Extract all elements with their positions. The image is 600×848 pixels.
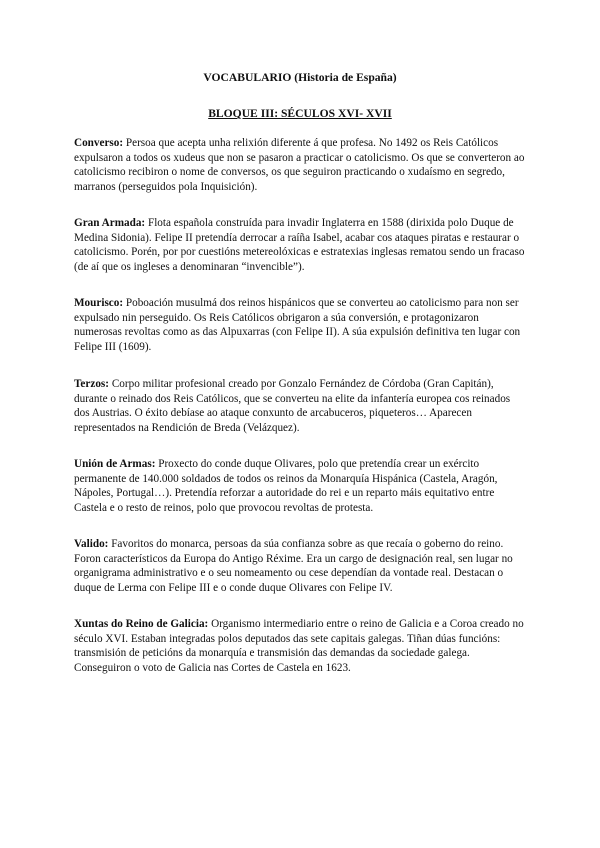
entry-definition: Organismo intermediario entre o reino de Galicia e a Coroa creado no século XVI. Estaban integradas polos deputados das sete capitais galegas. Tiñan dúas funcións: transmisión de peticións da monarquía e transmisión das demandas da sociedade galega. Conseguiron o voto de Galicia nas Cortes de Castela en 1623.	[74, 618, 524, 674]
entry-definition: Flota española construída para invadir Inglaterra en 1588 (dirixida polo Duque de Medina Sidonia). Felipe II pretendía derrocar a raíña Isabel, acabar cos ataques piratas e restaurar o catolicismo. Porén, por por cuestións metereolóxicas e estratexias inglesas rematou sendo un fracaso (de aí que os ingleses a denominaran “invencible”).	[74, 217, 525, 273]
entry-term: Valido:	[74, 538, 109, 550]
entry-definition: Persoa que acepta unha relixión diferente á que profesa. No 1492 os Reis Católicos expulsaron a todos os xudeus que non se pasaron a practicar o catolicismo. Os que se converteron ao catolicismo recibiron o nome de conversos, os que seguiron practicando o xudaísmo en segredo, marranos (perseguidos pola Inquisición).	[74, 137, 525, 193]
entry-definition: Proxecto do conde duque Olivares, polo que pretendía crear un exército permanente de 140.000 soldados de todos os reinos da Monarquía Hispánica (Castela, Aragón, Nápoles, Portugal…). Pretendía reforzar a autoridade do rei e un reparto máis equitativo entre Castela e o resto de reinos, polo que provocou revoltas de protesta.	[74, 458, 498, 514]
entry-definition: Corpo militar profesional creado por Gonzalo Fernández de Córdoba (Gran Capitán), durante o reinado dos Reis Católicos, que se converteu na elite da infantería europea cos reinados dos Austrias. O éxito debíase ao ataque conxunto de arcabuceros, piqueteros… Aparecen representados na Rendición de Breda (Velázquez).	[74, 378, 511, 434]
vocabulary-entry-mourisco	[74, 296, 528, 354]
vocabulary-entry-gran-armada	[74, 216, 528, 274]
entry-term: Terzos:	[74, 378, 110, 390]
entry-term: Mourisco:	[74, 297, 124, 309]
document-subtitle: BLOQUE III: SÉCULOS XVI- XVII	[208, 107, 392, 120]
vocabulary-entry-xuntas-do-reino-de-galicia	[74, 617, 528, 675]
vocabulary-entry-terzos	[74, 377, 528, 435]
entry-definition: Poboación musulmá dos reinos hispánicos que se converteu ao catolicismo para non ser expulsado nin perseguido. Os Reis Católicos obrigaron a súa conversión, e protagonizaron numerosas revoltas como as das Alpuxarras (con Felipe II). A súa expulsión definitiva ten lugar con Felipe III (1609).	[74, 297, 521, 353]
entry-definition: Favoritos do monarca, persoas da súa confianza sobre as que recaía o goberno do reino. Foron característicos da Europa do Antigo Réxime. Era un cargo de designación real, sen lugar no organigrama administrativo e o seu nomeamento ou cese dependían da vontade real. Destacan o duque de Lerma con Felipe III e o conde duque Olivares con Felipe IV.	[74, 538, 513, 594]
vocabulary-entry-union-de-armas	[74, 457, 528, 515]
entry-term: Converso:	[74, 137, 124, 149]
entry-term: Unión de Armas:	[74, 458, 156, 470]
entry-term: Xuntas do Reino de Galicia:	[74, 618, 209, 630]
document-title: VOCABULARIO (Historia de España)	[203, 71, 397, 84]
vocabulary-entry-converso	[74, 136, 528, 194]
vocabulary-entry-valido	[74, 537, 528, 595]
entry-term: Gran Armada:	[74, 217, 146, 229]
